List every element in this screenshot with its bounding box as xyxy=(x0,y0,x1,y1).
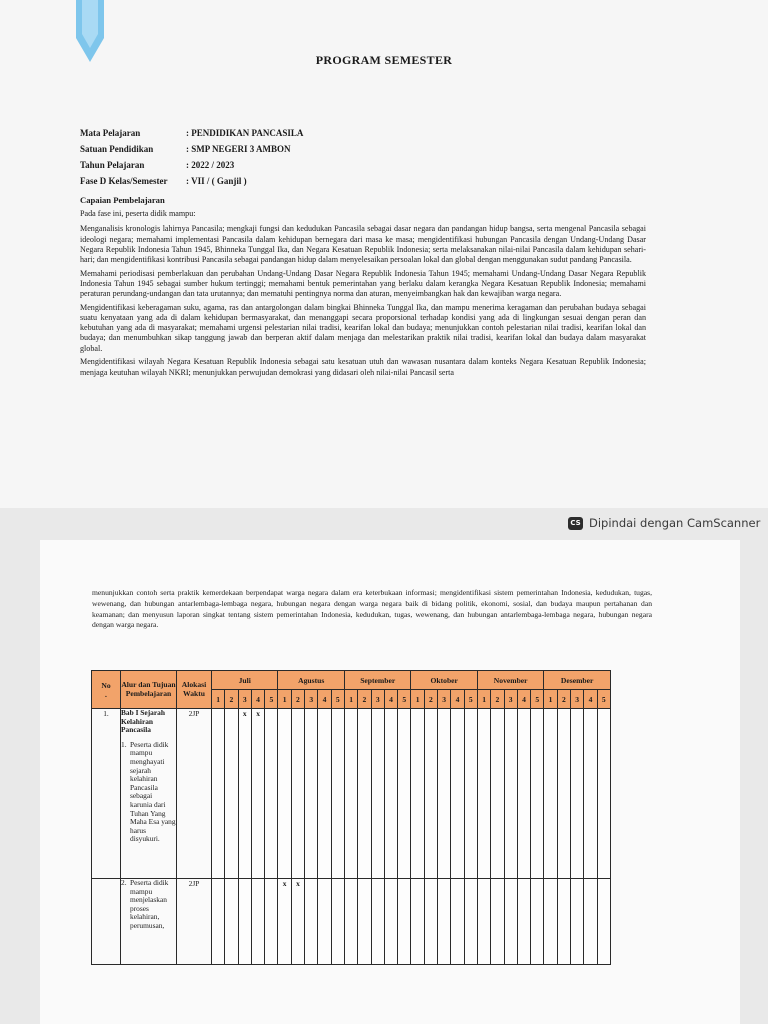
schedule-cell xyxy=(371,709,384,879)
schedule-cell xyxy=(212,879,225,965)
schedule-cell xyxy=(265,879,278,965)
cp-paragraph: Mengidentifikasi keberagaman suku, agama, ras dan antargolongan dalam bingkai Bhinneka Tunggal Ika, dan mampu menerima keragaman dan perubahan budaya sebagai suatu kenyataan yang ada di dalam kehidupan bermasyarakat, dan menanggapi secara proporsional terhadap kondisi yang ada di lingkungan sesuai dengan peran dan kebutuhan yang ada di masyarakat; memahami urgensi pelestarian nilai tradisi, kearifan lokal dan budaya; menunjukkan contoh pelestarian nilai tradisi, kearifan lokal dan budaya; dan menumbuhkan sikap tanggung jawab dan berperan aktif dalam menjaga dan melestarikan praktik nilai tradisi, kearifan lokal dan budaya dalam masyarakat global. xyxy=(80,302,646,353)
table-row xyxy=(92,879,611,965)
meta-value: : SMP NEGERI 3 AMBON xyxy=(186,144,291,154)
alur-tujuan-cell xyxy=(121,709,177,879)
meta-key: Tahun Pelajaran xyxy=(80,160,145,170)
learning-objective xyxy=(121,741,176,844)
alokasi-waktu-cell: 2JP xyxy=(177,879,212,965)
week-header: 4 xyxy=(318,690,331,709)
capaian-pembelajaran-section xyxy=(80,195,646,381)
cp-paragraph: Memahami periodisasi pemberlakuan dan perubahan Undang-Undang Dasar Negara Republik Indonesia Tahun 1945; memahami Undang-Undang Dasar Negara Republik Indonesia Tahun 1945 sebagai sumber hukum tertinggi; memahami bentuk pemerintahan yang berlaku dalam kerangka Negara Kesatuan Republik Indonesia; memahami peraturan perundang-undangan dan tata urutannya; dan mematuhi pentingnya norma dan aturan, menyeimbangkan hak dan kewajiban warga negara. xyxy=(80,268,646,299)
schedule-cell xyxy=(477,879,490,965)
schedule-cell xyxy=(358,879,371,965)
camscanner-text: Dipindai dengan CamScanner xyxy=(589,516,761,530)
alokasi-waktu-cell: 2JP xyxy=(177,709,212,879)
week-header: 2 xyxy=(557,690,570,709)
table-row xyxy=(92,709,611,879)
week-header: 5 xyxy=(597,690,610,709)
schedule-cell xyxy=(318,879,331,965)
scanned-page-1 xyxy=(0,0,768,508)
schedule-cell xyxy=(451,709,464,879)
week-header: 2 xyxy=(291,690,304,709)
schedule-cell xyxy=(384,879,397,965)
header-no: No . xyxy=(92,671,121,709)
chapter-title: Bab I Sejarah Kelahiran Pancasila xyxy=(121,708,165,735)
meta-row-year xyxy=(80,157,303,173)
week-header: 3 xyxy=(571,690,584,709)
objective-number: 2. xyxy=(121,878,127,887)
schedule-mark: x xyxy=(251,709,264,879)
week-header: 2 xyxy=(424,690,437,709)
cp-paragraph: Menganalisis kronologis lahirnya Pancasila; mengkaji fungsi dan kedudukan Pancasila sebagai dasar negara dan pandangan hidup bangsa, serta mengenal Pancasila sebagai ideologi negara; memahami implementasi Pancasila dalam kehidupan bernegara dari masa ke masa; mengidentifikasi hubungan Pancasila dengan Undang-Undang Dasar Negara Republik Indonesia Tahun 1945, Bhinneka Tunggal Ika, dan Negara Kesatuan Republik Indonesia; serta melaksanakan nilai-nilai Pancasila dalam kehidupan sehari-hari; dan mengidentifikasi kontribusi Pancasila sebagai pandangan hidup dalam menyelesaikan persoalan lokal dan global dengan menggunakan sudut pandang Pancasila. xyxy=(80,224,646,265)
week-header: 1 xyxy=(477,690,490,709)
meta-key: Mata Pelajaran xyxy=(80,128,141,138)
schedule-cell xyxy=(291,709,304,879)
schedule-cell xyxy=(398,709,411,879)
schedule-cell xyxy=(571,879,584,965)
week-header: 4 xyxy=(517,690,530,709)
month-header: November xyxy=(477,671,543,690)
objective-text: Peserta didik mampu menghayati sejarah kelahiran Pancasila sebagai karunia dari Tuhan Yang Maha Esa yang harus disyukuri. xyxy=(130,739,176,844)
schedule-cell xyxy=(504,879,517,965)
camscanner-logo-icon: CS xyxy=(568,517,583,530)
meta-value: : 2022 / 2023 xyxy=(186,160,235,170)
schedule-cell xyxy=(305,879,318,965)
meta-value: : PENDIDIKAN PANCASILA xyxy=(186,128,304,138)
week-header: 1 xyxy=(278,690,291,709)
week-header: 3 xyxy=(305,690,318,709)
meta-value: : VII / ( Ganjil ) xyxy=(186,176,247,186)
schedule-cell xyxy=(212,709,225,879)
schedule-cell xyxy=(344,709,357,879)
learning-objective xyxy=(121,879,176,931)
schedule-cell xyxy=(318,709,331,879)
week-header: 1 xyxy=(212,690,225,709)
schedule-cell xyxy=(225,709,238,879)
row-number xyxy=(92,879,121,965)
week-header: 4 xyxy=(451,690,464,709)
week-header: 3 xyxy=(238,690,251,709)
schedule-cell xyxy=(371,879,384,965)
month-header: Agustus xyxy=(278,671,344,690)
schedule-cell xyxy=(597,709,610,879)
week-header: 3 xyxy=(438,690,451,709)
month-header: Oktober xyxy=(411,671,477,690)
schedule-cell xyxy=(531,709,544,879)
schedule-cell xyxy=(278,709,291,879)
week-header: 1 xyxy=(544,690,557,709)
schedule-cell xyxy=(438,709,451,879)
header-alur-tujuan: Alur dan Tujuan Pembelajaran xyxy=(121,671,177,709)
schedule-cell xyxy=(517,709,530,879)
meta-row-class xyxy=(80,173,303,189)
schedule-cell xyxy=(265,709,278,879)
month-header: September xyxy=(344,671,410,690)
meta-row-subject xyxy=(80,125,303,141)
month-header: Juli xyxy=(212,671,278,690)
schedule-cell xyxy=(424,879,437,965)
week-header: 1 xyxy=(344,690,357,709)
schedule-mark: x xyxy=(291,879,304,965)
week-header: 3 xyxy=(504,690,517,709)
meta-row-school xyxy=(80,141,303,157)
schedule-cell xyxy=(344,879,357,965)
schedule-cell xyxy=(571,709,584,879)
week-header: 5 xyxy=(464,690,477,709)
schedule-cell xyxy=(584,879,597,965)
schedule-mark: x xyxy=(238,709,251,879)
week-header: 4 xyxy=(384,690,397,709)
week-header: 2 xyxy=(225,690,238,709)
week-header: 3 xyxy=(371,690,384,709)
meta-key: Satuan Pendidikan xyxy=(80,144,154,154)
meta-key: Fase D Kelas/Semester xyxy=(80,176,168,186)
cp-paragraph: Mengidentifikasi wilayah Negara Kesatuan Republik Indonesia sebagai satu kesatuan utuh dan wawasan nusantara dalam konteks Negara Kesatuan Republik Indonesia; menjaga keutuhan wilayah NKRI; menunjukkan perwujudan demokrasi yang didasari oleh nilai-nilai Pancasil serta xyxy=(80,357,646,377)
alur-tujuan-cell xyxy=(121,879,177,965)
objective-number: 1. xyxy=(121,739,127,749)
schedule-cell xyxy=(438,879,451,965)
week-header: 5 xyxy=(398,690,411,709)
scanned-page-2 xyxy=(40,540,740,1024)
schedule-cell xyxy=(305,709,318,879)
table-header-row xyxy=(92,671,611,690)
schedule-cell xyxy=(544,709,557,879)
schedule-cell xyxy=(464,709,477,879)
week-header: 2 xyxy=(358,690,371,709)
schedule-cell xyxy=(477,709,490,879)
schedule-cell xyxy=(491,709,504,879)
schedule-cell xyxy=(411,879,424,965)
header-alokasi-waktu: Alokasi Waktu xyxy=(177,671,212,709)
row-number: 1. xyxy=(92,709,121,879)
schedule-cell xyxy=(597,879,610,965)
schedule-cell xyxy=(331,879,344,965)
schedule-cell xyxy=(531,879,544,965)
month-header: Desember xyxy=(544,671,610,690)
week-header: 5 xyxy=(331,690,344,709)
camscanner-watermark xyxy=(540,508,768,538)
cp-continuation-paragraph: menunjukkan contoh serta praktik kemerdekaan berpendapat warga negara dalam era keterbukaan informasi; mengidentifikasi sistem pemerintahan Indonesia, kedudukan, tugas, wewenang, dan hubungan antarlembaga-lembaga negara, hubungan negara dengan warga negara baik di bidang politik, ekonomi, sosial, dan budaya maupun pertahanan dan keamanan; dan menyusun laporan singkat tentang sistem pemerintahan Indonesia, kedudukan, tugas, wewenang, dan hubungan antarlembaga-lembaga negara, hubungan negara dengan warga negara. xyxy=(92,588,652,630)
schedule-cell xyxy=(544,879,557,965)
semester-plan-table xyxy=(91,670,611,965)
week-header: 2 xyxy=(491,690,504,709)
schedule-cell xyxy=(251,879,264,965)
schedule-cell xyxy=(424,709,437,879)
schedule-cell xyxy=(517,879,530,965)
schedule-cell xyxy=(557,709,570,879)
schedule-cell xyxy=(451,879,464,965)
identity-block xyxy=(80,125,303,189)
schedule-cell xyxy=(411,709,424,879)
section-intro: Pada fase ini, peserta didik mampu: xyxy=(80,209,196,219)
week-header: 5 xyxy=(531,690,544,709)
schedule-cell xyxy=(557,879,570,965)
week-header: 4 xyxy=(251,690,264,709)
week-header: 5 xyxy=(265,690,278,709)
schedule-cell xyxy=(384,709,397,879)
schedule-cell xyxy=(504,709,517,879)
document-title: PROGRAM SEMESTER xyxy=(315,53,453,67)
schedule-cell xyxy=(358,709,371,879)
schedule-mark: x xyxy=(278,879,291,965)
schedule-cell xyxy=(331,709,344,879)
schedule-cell xyxy=(464,879,477,965)
objective-text: Peserta didik mampu menjelaskan proses kelahiran, perumusan, xyxy=(130,878,169,930)
schedule-cell xyxy=(225,879,238,965)
schedule-cell xyxy=(398,879,411,965)
schedule-cell xyxy=(238,879,251,965)
schedule-cell xyxy=(584,709,597,879)
schedule-cell xyxy=(491,879,504,965)
week-header: 1 xyxy=(411,690,424,709)
section-heading: Capaian Pembelajaran xyxy=(80,195,165,205)
week-header: 4 xyxy=(584,690,597,709)
